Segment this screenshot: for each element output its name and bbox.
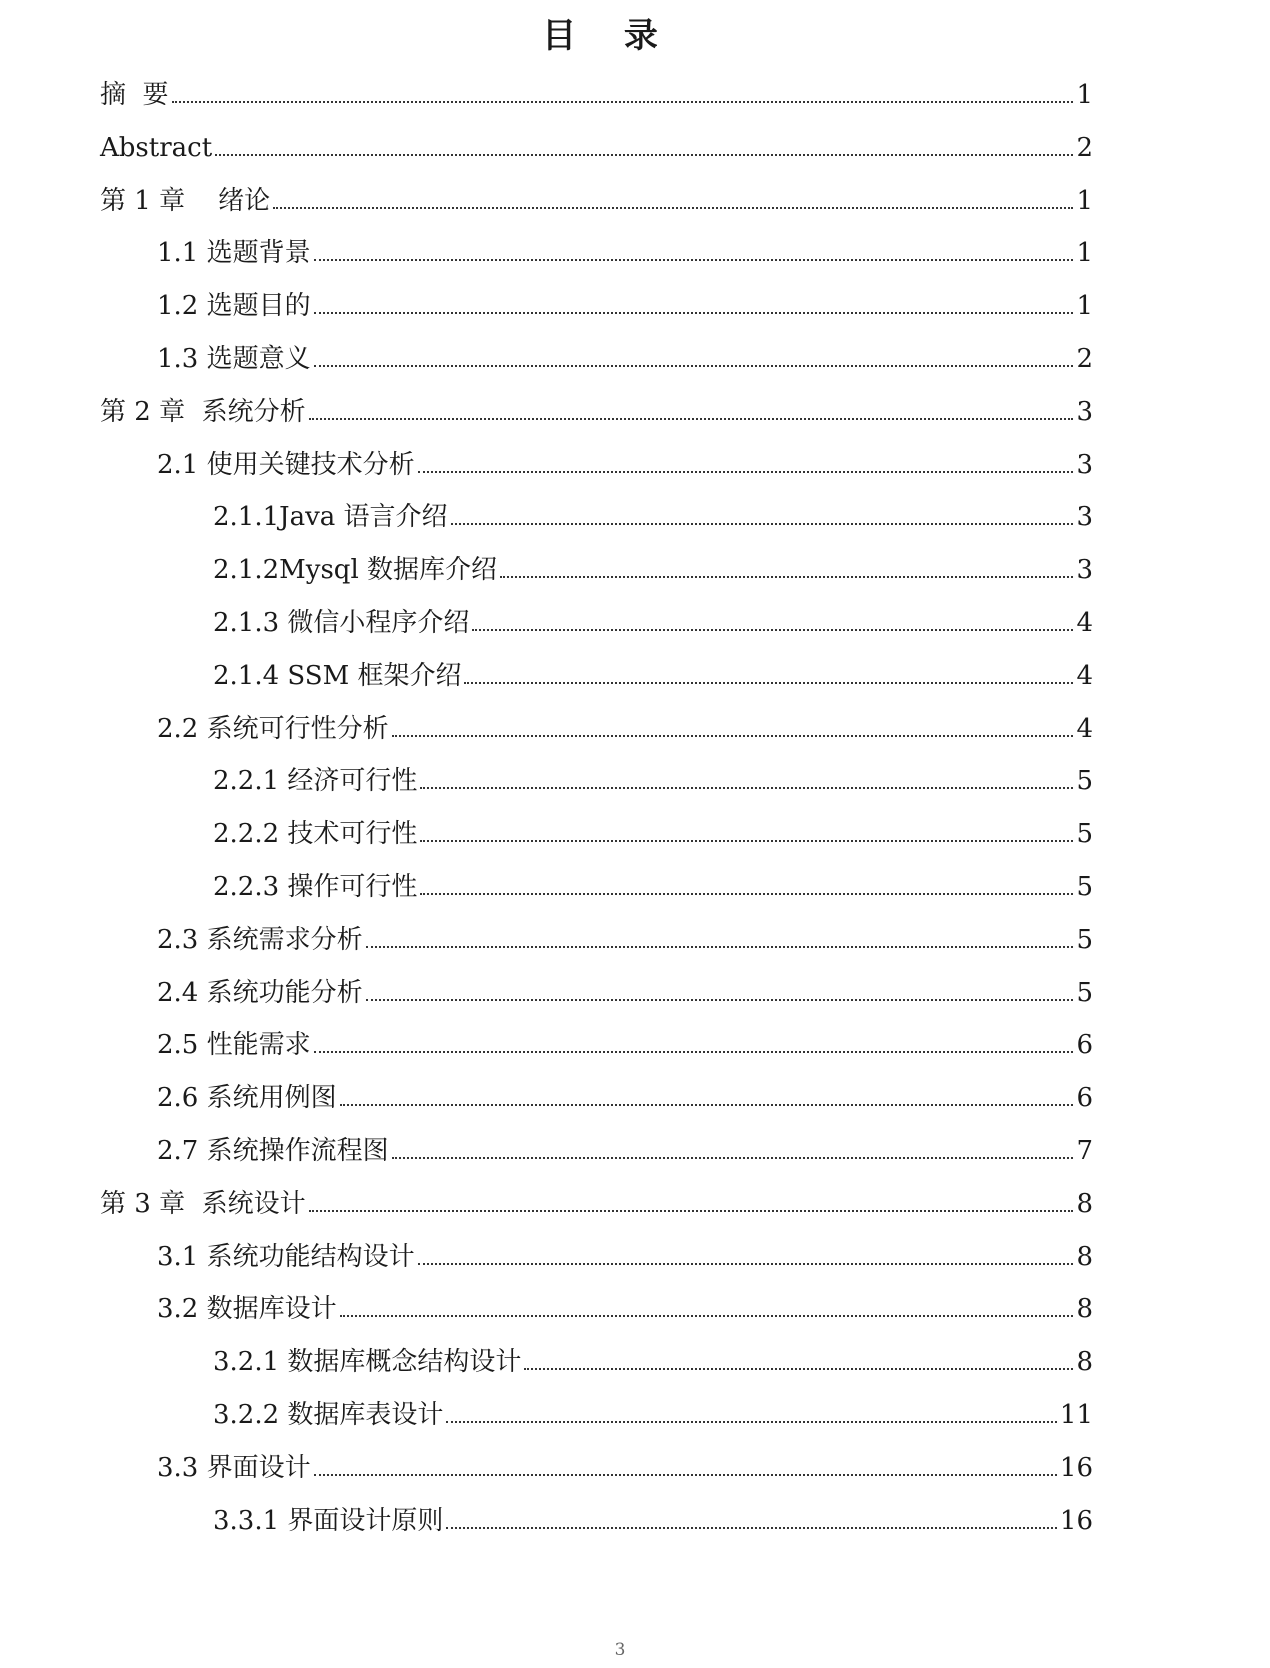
toc-dot-leader — [314, 312, 1074, 314]
toc-entry-label: 3.2 数据库设计 — [157, 1294, 337, 1325]
toc-entry-page: 1 — [1076, 185, 1093, 216]
page-number: 3 — [614, 1640, 626, 1660]
toc-entry-page: 3 — [1076, 396, 1093, 427]
toc-entry[interactable] — [157, 915, 1093, 955]
toc-entry-page: 6 — [1076, 1030, 1093, 1061]
toc-entry-label: 2.2.3 操作可行性 — [213, 872, 418, 902]
toc-dot-leader — [340, 1104, 1074, 1106]
toc-entry-page: 16 — [1059, 1452, 1093, 1483]
toc-entry[interactable] — [157, 1284, 1093, 1324]
toc-dot-leader — [309, 418, 1074, 420]
toc-entry-label: 3.2.2 数据库表设计 — [213, 1400, 444, 1430]
toc-entry[interactable] — [100, 70, 1093, 110]
toc-entry[interactable] — [157, 1443, 1093, 1483]
toc-entry[interactable] — [100, 387, 1093, 427]
toc-dot-leader — [446, 1421, 1056, 1423]
toc-dot-leader — [420, 787, 1073, 789]
toc-entry-label: 2.1.2Mysql 数据库介绍 — [213, 555, 498, 586]
toc-entry-label: 1.3 选题意义 — [157, 344, 311, 374]
toc-entry-page: 3 — [1076, 502, 1093, 533]
toc-dot-leader — [524, 1368, 1073, 1370]
toc-entry[interactable] — [157, 1232, 1093, 1272]
toc-entry-label: 1.2 选题目的 — [157, 291, 311, 322]
toc-entry[interactable] — [100, 176, 1093, 216]
toc-entry-page: 2 — [1076, 132, 1093, 163]
toc-entry-page: 5 — [1076, 872, 1093, 902]
toc-dot-leader — [451, 523, 1074, 525]
toc-dot-leader — [418, 471, 1074, 473]
toc-dot-leader — [366, 946, 1074, 948]
toc-entry-page: 8 — [1076, 1241, 1093, 1272]
toc-entry-label: 2.2.2 技术可行性 — [213, 819, 418, 850]
toc-entry-label: 1.1 选题背景 — [157, 238, 311, 269]
toc-entry-label: 第 2 章 系统分析 — [100, 396, 306, 427]
toc-entry-page: 6 — [1076, 1083, 1093, 1114]
toc-entry[interactable] — [100, 1179, 1093, 1219]
toc-dot-leader — [314, 1474, 1057, 1476]
toc-dot-leader — [314, 1051, 1074, 1053]
toc-entry-label: 2.3 系统需求分析 — [157, 924, 363, 955]
toc-entry[interactable] — [213, 651, 1093, 691]
toc-entry-label: 摘 要 — [100, 80, 169, 110]
toc-entry-label: 2.1.1Java 语言介绍 — [213, 502, 448, 533]
toc-entry[interactable] — [213, 862, 1093, 902]
toc-entry-page: 8 — [1076, 1294, 1093, 1325]
toc-entry-label: Abstract — [100, 132, 213, 163]
toc-entry-label: 3.3 界面设计 — [157, 1452, 311, 1483]
toc-dot-leader — [172, 101, 1074, 103]
toc-entry[interactable] — [213, 1337, 1093, 1377]
toc-dot-leader — [273, 207, 1073, 209]
toc-dot-leader — [215, 154, 1073, 156]
toc-entry-page: 1 — [1076, 80, 1093, 110]
toc-dot-leader — [309, 1210, 1074, 1212]
toc-dot-leader — [418, 1263, 1074, 1265]
toc-entry[interactable] — [213, 1390, 1093, 1430]
toc-entry-label: 2.1.4 SSM 框架介绍 — [213, 660, 462, 691]
toc-entry-page: 3 — [1076, 555, 1093, 586]
toc-dot-leader — [340, 1315, 1074, 1317]
toc-entry-page: 3 — [1076, 449, 1093, 480]
toc-entry-page: 4 — [1076, 713, 1093, 744]
toc-entry-page: 1 — [1076, 291, 1093, 322]
toc-dot-leader — [420, 893, 1073, 895]
toc-entry-page: 5 — [1076, 766, 1093, 797]
toc-entry-label: 2.4 系统功能分析 — [157, 977, 363, 1008]
toc-entry-page: 8 — [1076, 1188, 1093, 1219]
toc-entry[interactable] — [100, 123, 1093, 163]
toc-entry[interactable] — [213, 492, 1093, 532]
toc-entry-page: 5 — [1076, 924, 1093, 955]
toc-entry-page: 11 — [1059, 1400, 1093, 1430]
toc-entry-page: 5 — [1076, 819, 1093, 850]
toc-entry[interactable] — [213, 809, 1093, 849]
toc-entry-page: 2 — [1076, 344, 1093, 374]
page-title: 目 录 — [542, 16, 676, 56]
toc-dot-leader — [392, 1157, 1074, 1159]
toc-entry[interactable] — [157, 334, 1093, 374]
toc-entry-page: 4 — [1076, 608, 1093, 638]
toc-entry[interactable] — [213, 598, 1093, 638]
toc-entry[interactable] — [213, 1496, 1093, 1536]
toc-entry[interactable] — [157, 1073, 1093, 1113]
toc-dot-leader — [446, 1527, 1056, 1529]
toc-entry[interactable] — [157, 1126, 1093, 1166]
toc-entry-page: 8 — [1076, 1347, 1093, 1378]
toc-entry-label: 2.2 系统可行性分析 — [157, 713, 389, 744]
toc-entry-page: 7 — [1076, 1136, 1093, 1166]
toc-dot-leader — [464, 682, 1073, 684]
toc-dot-leader — [314, 365, 1074, 367]
toc-entry[interactable] — [157, 968, 1093, 1008]
toc-entry[interactable] — [213, 756, 1093, 796]
toc-entry[interactable] — [157, 281, 1093, 321]
toc-dot-leader — [392, 735, 1074, 737]
toc-dot-leader — [472, 629, 1073, 631]
toc-entry[interactable] — [157, 440, 1093, 480]
toc-dot-leader — [314, 259, 1074, 261]
toc-entry-label: 2.2.1 经济可行性 — [213, 766, 418, 797]
toc-entry-page: 1 — [1076, 238, 1093, 269]
toc-entry-label: 3.2.1 数据库概念结构设计 — [213, 1347, 522, 1378]
toc-entry-label: 第 1 章 绪论 — [100, 185, 271, 216]
toc-entry[interactable] — [213, 545, 1093, 585]
toc-dot-leader — [420, 840, 1073, 842]
toc-entry[interactable] — [157, 228, 1093, 268]
toc-entry-label: 2.6 系统用例图 — [157, 1083, 337, 1114]
toc-entry-page: 4 — [1076, 660, 1093, 691]
toc-entry-label: 2.1.3 微信小程序介绍 — [213, 608, 470, 638]
toc-entry[interactable] — [157, 704, 1093, 744]
toc-entry-label: 3.1 系统功能结构设计 — [157, 1241, 415, 1272]
toc-entry-label: 2.5 性能需求 — [157, 1030, 311, 1061]
toc-entry-label: 第 3 章 系统设计 — [100, 1188, 306, 1219]
toc-entry-page: 16 — [1059, 1505, 1093, 1536]
toc-entry[interactable] — [157, 1020, 1093, 1060]
toc-dot-leader — [366, 999, 1074, 1001]
toc-entry-label: 2.7 系统操作流程图 — [157, 1136, 389, 1166]
toc-entry-page: 5 — [1076, 977, 1093, 1008]
toc-dot-leader — [500, 576, 1073, 578]
toc-entry-label: 3.3.1 界面设计原则 — [213, 1505, 444, 1536]
toc-entry-label: 2.1 使用关键技术分析 — [157, 449, 415, 480]
